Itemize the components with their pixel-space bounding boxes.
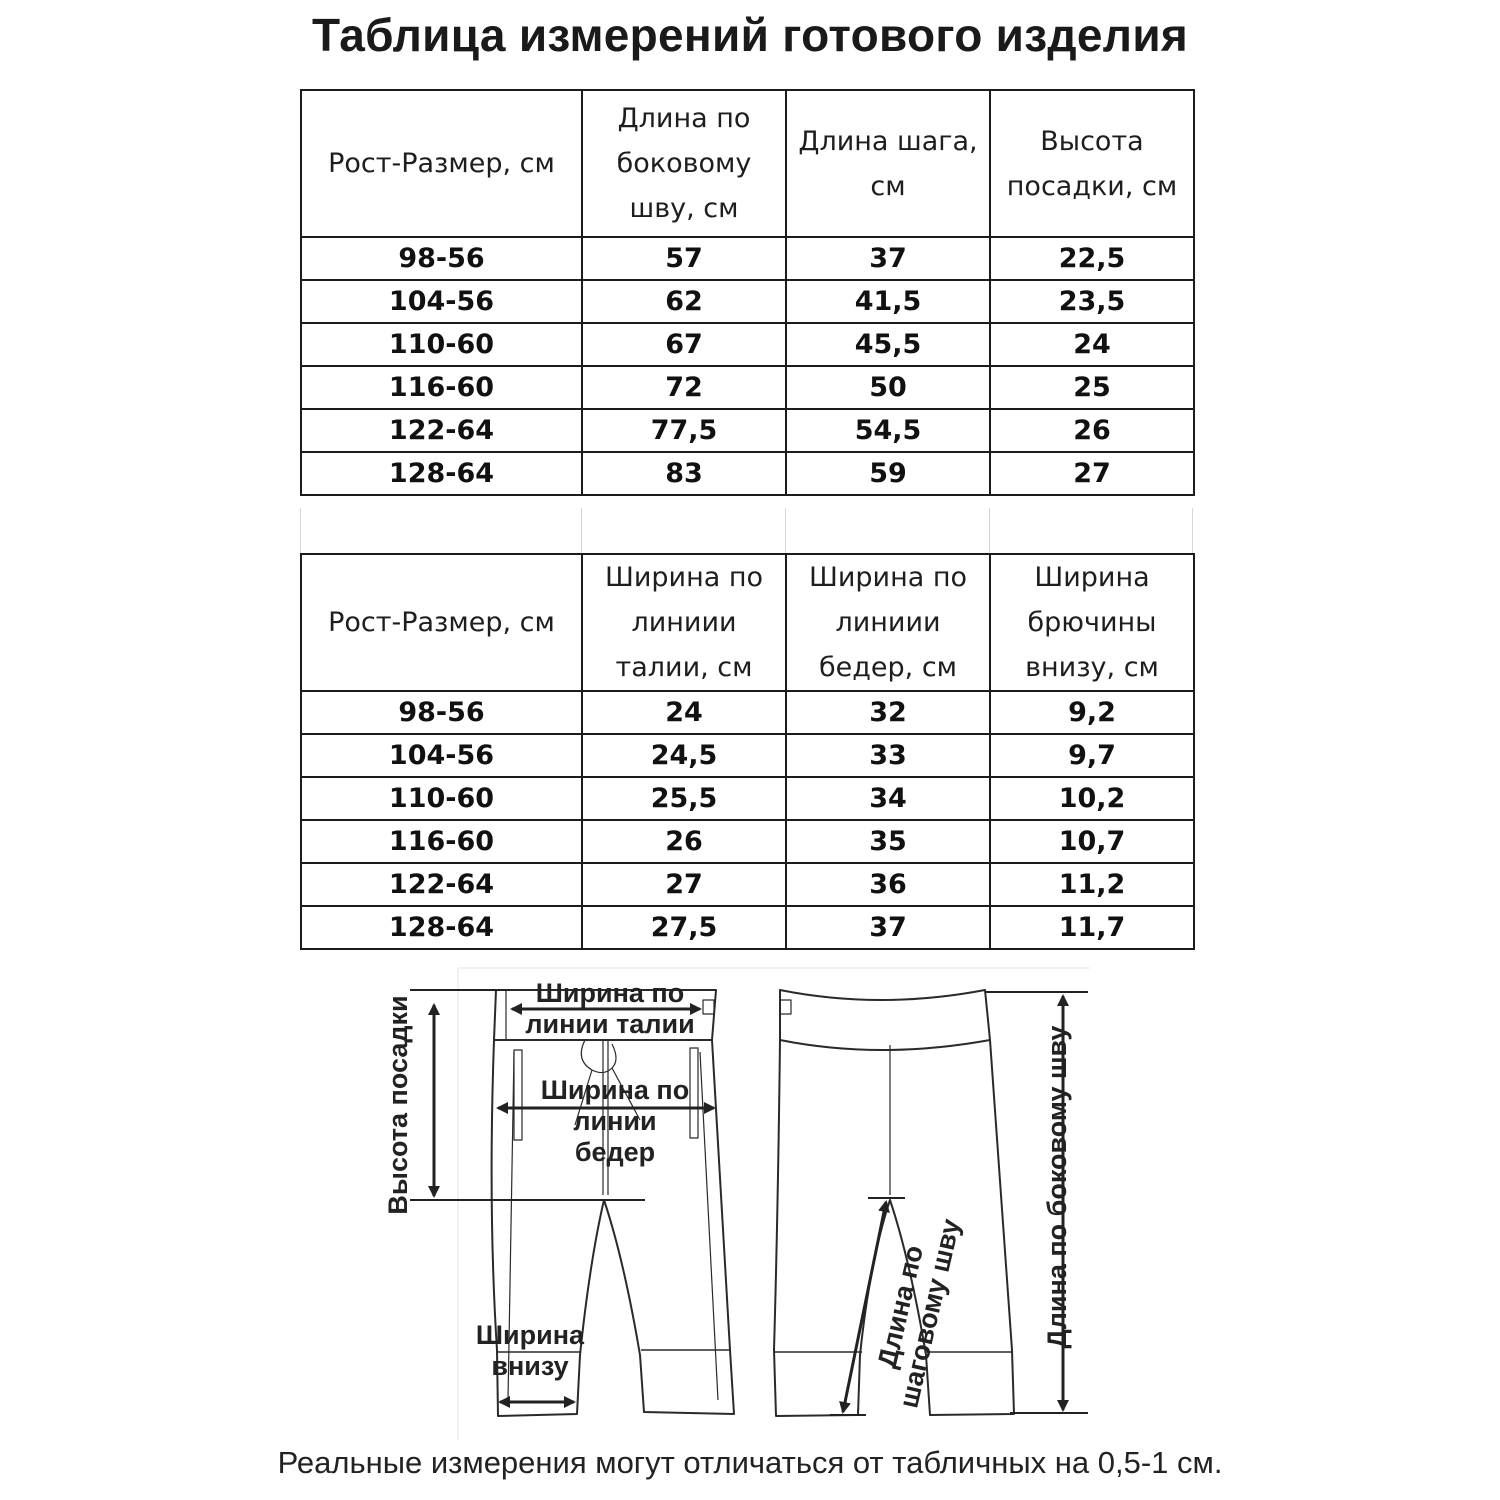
table-row (301, 820, 1194, 863)
value-cell: 10,2 (990, 777, 1194, 820)
page-title: Таблица измерений готового изделия (311, 9, 1189, 61)
value-cell: 35 (786, 820, 990, 863)
table-row (301, 280, 1194, 323)
value-cell: 26 (582, 820, 786, 863)
table-spacer (300, 508, 1193, 553)
table-header-row (301, 554, 1194, 691)
size-cell: 128-64 (301, 452, 582, 495)
hip-width-label: Ширина по линии бедер (540, 1075, 690, 1167)
value-cell: 24 (990, 323, 1194, 366)
header-cell: Ширина брючины внизу, см (990, 554, 1194, 691)
value-cell: 36 (786, 863, 990, 906)
value-cell: 57 (582, 237, 786, 280)
value-cell: 25 (990, 366, 1194, 409)
pants-measurement-diagram (0, 960, 1500, 1450)
header-cell: Ширина по линиии талии, см (582, 554, 786, 691)
value-cell: 34 (786, 777, 990, 820)
value-cell: 54,5 (786, 409, 990, 452)
value-cell: 59 (786, 452, 990, 495)
value-cell: 33 (786, 734, 990, 777)
header-cell: Высота посадки, см (990, 90, 1194, 237)
size-cell: 104-56 (301, 734, 582, 777)
table-row (301, 863, 1194, 906)
value-cell: 50 (786, 366, 990, 409)
value-cell: 26 (990, 409, 1194, 452)
value-cell: 37 (786, 906, 990, 949)
size-cell: 128-64 (301, 906, 582, 949)
value-cell: 25,5 (582, 777, 786, 820)
value-cell: 11,7 (990, 906, 1194, 949)
table-row (301, 323, 1194, 366)
header-cell: Длина шага, см (786, 90, 990, 237)
size-cell: 116-60 (301, 820, 582, 863)
value-cell: 9,7 (990, 734, 1194, 777)
value-cell: 27 (582, 863, 786, 906)
value-cell: 22,5 (990, 237, 1194, 280)
table-row (301, 691, 1194, 734)
value-cell: 41,5 (786, 280, 990, 323)
table-row (301, 734, 1194, 777)
table-row (301, 409, 1194, 452)
value-cell: 27 (990, 452, 1194, 495)
header-cell: Рост-Размер, см (301, 90, 582, 237)
table-row (301, 237, 1194, 280)
header-cell: Ширина по линиии бедер, см (786, 554, 990, 691)
size-cell: 110-60 (301, 777, 582, 820)
value-cell: 9,2 (990, 691, 1194, 734)
side-seam-length-label: Длина по боковому шву (1042, 1025, 1072, 1349)
value-cell: 11,2 (990, 863, 1194, 906)
disclaimer-note: Реальные измерения могут отличаться от табличных на 0,5-1 см. (277, 1445, 1223, 1480)
size-cell: 122-64 (301, 863, 582, 906)
header-cell: Длина по боковому шву, см (582, 90, 786, 237)
size-cell: 104-56 (301, 280, 582, 323)
value-cell: 24,5 (582, 734, 786, 777)
waist-width-label: Ширина по линии талии (525, 978, 695, 1039)
bottom-width-label: Ширина внизу (475, 1320, 585, 1381)
size-cell: 122-64 (301, 409, 582, 452)
value-cell: 23,5 (990, 280, 1194, 323)
value-cell: 37 (786, 237, 990, 280)
table-row (301, 452, 1194, 495)
width-measurements-table (300, 553, 1195, 950)
inseam-length-label: Длина по шаговому шву (871, 1216, 966, 1411)
value-cell: 45,5 (786, 323, 990, 366)
value-cell: 62 (582, 280, 786, 323)
value-cell: 32 (786, 691, 990, 734)
pants-sketch (0, 960, 1500, 1450)
value-cell: 27,5 (582, 906, 786, 949)
value-cell: 24 (582, 691, 786, 734)
length-measurements-table (300, 89, 1195, 496)
value-cell: 83 (582, 452, 786, 495)
rise-height-label: Высота посадки (383, 995, 413, 1215)
table-header-row (301, 90, 1194, 237)
size-cell: 98-56 (301, 691, 582, 734)
value-cell: 10,7 (990, 820, 1194, 863)
table-row (301, 366, 1194, 409)
size-cell: 116-60 (301, 366, 582, 409)
value-cell: 77,5 (582, 409, 786, 452)
table-row (301, 777, 1194, 820)
size-cell: 98-56 (301, 237, 582, 280)
value-cell: 72 (582, 366, 786, 409)
value-cell: 67 (582, 323, 786, 366)
size-cell: 110-60 (301, 323, 582, 366)
header-cell: Рост-Размер, см (301, 554, 582, 691)
table-row (301, 906, 1194, 949)
